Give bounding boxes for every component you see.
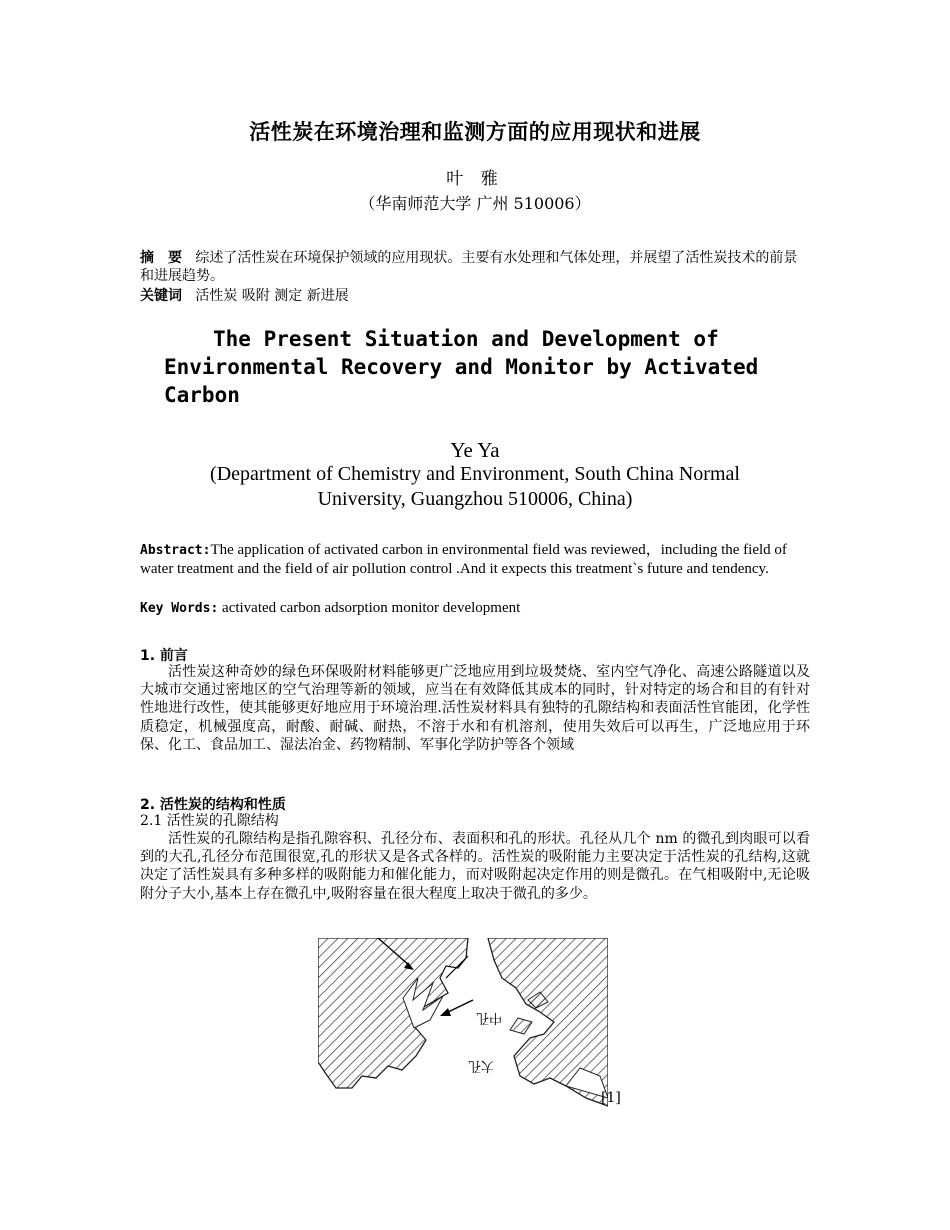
affiliation-en: (Department of Chemistry and Environment, South China Normal University, Guangzhou 510006, China) bbox=[210, 463, 740, 510]
keywords-en-text: activated carbon adsorption monitor development bbox=[218, 600, 521, 616]
author-cn: 叶 雅 bbox=[446, 169, 504, 189]
abstract-cn-label: 摘 要 bbox=[140, 250, 182, 266]
paper-title-en bbox=[164, 325, 784, 409]
affiliation-cn: （华南师范大学 广州 510006） bbox=[359, 194, 591, 213]
keywords-cn-label: 关键词 bbox=[140, 288, 182, 304]
section1-heading: 1. 前言 bbox=[140, 648, 188, 664]
abstract-cn-block bbox=[140, 249, 810, 285]
section1-body: 活性炭这种奇妙的绿色环保吸附材料能够更广泛地应用到垃圾焚烧、室内空气净化、高速公路隧道以及大城市交通过密地区的空气治理等新的领域，应当在有效降低其成本的同时，针对特定的场合和目的有针对性地进行改性，使其能够更好地应用于环境治理.活性炭材料具有独特的孔隙结构和表面活性官能团，化学性质稳定，机械强度高，耐酸、耐碱、耐热，不溶于水和有机溶剂，使用失效后可以再生，广泛地应用于环保、化工、食品加工、湿法冶金、药物精制、军事化学防护等各个领域 bbox=[140, 664, 810, 753]
figure-label-macropore: 大孔 bbox=[468, 1058, 495, 1073]
keywords-en-block bbox=[140, 599, 810, 618]
figure-reference: [1] bbox=[601, 1090, 621, 1106]
section21-body: 活性炭的孔隙结构是指孔隙容积、孔径分布、表面积和孔的形状。孔径从几个 nm 的微孔到肉眼可以看到的大孔,孔径分布范围很宽,孔的形状又是各式各样的。活性炭的吸附能力主要决定于活性炭的孔结构,这就决定了活性炭具有多种多样的吸附能力和催化能力，而对吸附起决定作用的则是微孔。在气相吸附中,无论吸附分子大小,基本上存在微孔中,吸附容量在很大程度上取决于微孔的多少。 bbox=[140, 831, 810, 902]
pore-structure-drawing bbox=[318, 938, 608, 1108]
figure-label-mesopore: 中孔 bbox=[476, 1010, 503, 1025]
pore-structure-figure bbox=[318, 938, 608, 1112]
keywords-en-label: Key Words: bbox=[140, 601, 219, 616]
section2-heading: 2. 活性炭的结构和性质 bbox=[140, 797, 286, 813]
paper-title-cn: 活性炭在环境治理和监测方面的应用现状和进展 bbox=[249, 120, 701, 144]
title-en-line2: Environmental Recovery and Monitor by Activated bbox=[164, 355, 759, 379]
section21-heading: 2.1 活性炭的孔隙结构 bbox=[140, 813, 279, 829]
keywords-cn-text: 活性炭 吸附 测定 新进展 bbox=[195, 288, 349, 304]
abstract-en-label: Abstract: bbox=[140, 543, 211, 558]
title-en-line1: The Present Situation and Development of bbox=[213, 327, 719, 351]
author-en: Ye Ya bbox=[450, 438, 500, 462]
title-en-line3: Carbon bbox=[164, 383, 240, 407]
keywords-cn-block bbox=[140, 287, 810, 305]
abstract-en-text: The application of activated carbon in environmental field was reviewed，including the field of water treatment and the field of air pollution control .And it expects this treatment`s future and tendency. bbox=[140, 542, 787, 577]
abstract-cn-text: 综述了活性炭在环境保护领域的应用现状。主要有水处理和气体处理，并展望了活性炭技术的前景和进展趋势。 bbox=[140, 250, 798, 284]
abstract-en-block bbox=[140, 541, 810, 579]
